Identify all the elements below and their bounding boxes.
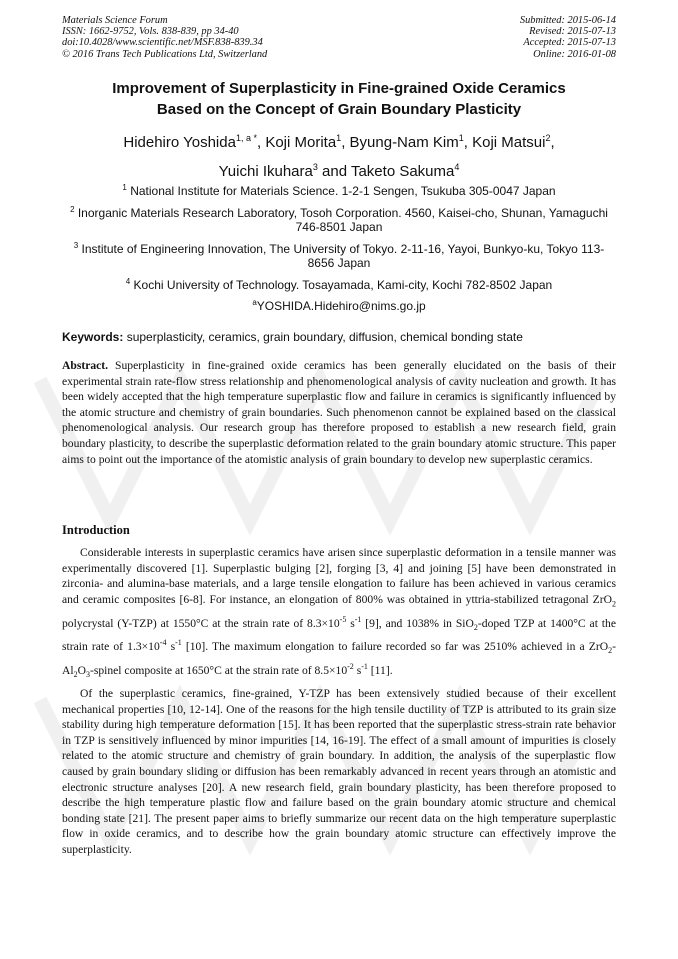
author-affil-mark: 1: [336, 133, 342, 143]
author-name: Yuichi Ikuhara: [218, 163, 313, 180]
title-line-1: Improvement of Superplasticity in Fine-grained Oxide Ceramics: [112, 80, 566, 97]
text-run: -doped TZP at 1400°C at the strain rate of 1.3×10: [62, 616, 616, 654]
subscript: 3: [85, 670, 90, 680]
text-run: -Al: [62, 640, 616, 678]
abstract-section: [62, 358, 616, 467]
abstract-text: Superplasticity in fine-grained oxide ceramics has been generally elucidated on the basis of their experimental strain rate-flow stress relationship and phenomenological analysis of cavity nucleation and growth. It has been widely accepted that the high temperature superplastic flow and failure in ceramics is significantly influenced by the atomic structure and chemistry of grain boundaries. Such phenomenon cannot be explained based on the classical phenomenological analysis. Our research group has therefore proposed to establish a new research field, grain boundary plasticity, to describe the superplastic deformation related to the grain boundary atomic structure. This paper aims to point out the importance of the atomistic analysis of grain boundary to develop new superplastic ceramics.: [62, 359, 616, 466]
authors-line-1: [62, 126, 616, 155]
text-run: s: [166, 640, 176, 654]
subscript: 2: [73, 670, 78, 680]
author-conjunction: and: [317, 163, 351, 180]
paper-title: [62, 78, 616, 120]
section-heading-introduction: Introduction: [62, 523, 130, 537]
journal-name: Materials Science Forum: [62, 15, 168, 26]
corresponding-email: [62, 296, 616, 314]
keywords-label: Keywords:: [62, 330, 124, 344]
accepted-date: Accepted: 2015-07-13: [523, 37, 616, 49]
author-name: Taketo Sakuma: [350, 163, 455, 180]
subscript: 2: [608, 646, 613, 656]
author-separator: ,: [341, 134, 346, 151]
affiliation-list: [62, 181, 616, 318]
intro-paragraph-2: Of the superplastic ceramics, fine-grained, Y-TZP has been extensively studied because of their excellent mechanical properties [10, 12-14]. One of the reasons for the high tensile ductility of TZP is attributed to its grain size stability during high temperature deformation [15]. It has been reported that the superplastic stress-strain rate behavior in TZP is sensitively influenced by minor impurities [14, 16-19]. The effect of a small amount of impurities is closely related to the atomic structure and chemistry of grain boundary. In addition, the analysis of the superplastic flow caused by grain boundary sliding or diffusion has been remarkably advanced in recent years through an atomistic and electronic structure analyses [20]. A new research field, grain boundary plasticity, has been therefore proposed to describe the high temperature plastic flow and failure based on the grain boundary atomic structure and chemical bonding state [21]. The present paper aims to briefly summarize our recent data on the high temperature superplastic flow in oxide ceramics, and to describe how the grain boundary atomic structure can effectively improve the superplasticity.: [62, 687, 616, 856]
authors-line-2: [62, 155, 616, 184]
affiliation-text: Institute of Engineering Innovation, The University of Tokyo. 2-11-16, Yayoi, Bunkyo-ku, Tokyo 113-8656 Japan: [78, 241, 605, 270]
affiliation-text: Inorganic Materials Research Laboratory, Tosoh Corporation. 4560, Kaisei-cho, Shunan, Yamaguchi 746-8501 Japan: [74, 205, 608, 234]
online-date: Online: 2016-01-08: [533, 48, 616, 60]
text-run: polycrystal (Y-TZP) at 1550°C at the strain rate of 8.3×10: [62, 616, 340, 630]
abstract-label: Abstract.: [62, 359, 109, 372]
affiliation-item: [62, 203, 616, 235]
author-list: [62, 126, 616, 184]
superscript: -1: [361, 662, 368, 672]
text-run: -spinel composite at 1650°C at the strain rate of 8.5×10: [89, 664, 348, 678]
text-run: [10]. The maximum elongation to failure recorded so far was 2510% achieved in a ZrO: [181, 640, 609, 654]
author-name: Koji Matsui: [472, 134, 546, 151]
doi-line: doi:10.4028/www.scientific.net/MSF.838-839.34: [62, 37, 263, 49]
superscript: -1: [354, 614, 362, 624]
issn-line: ISSN: 1662-9752, Vols. 838-839, pp 34-40: [62, 26, 239, 38]
header-right: [520, 15, 616, 60]
affiliation-text: Kochi University of Technology. Tosayamada, Kami-city, Kochi 782-8502 Japan: [130, 277, 553, 292]
email-address: YOSHIDA.Hidehiro@nims.go.jp: [256, 299, 426, 313]
intro-paragraph-1: [62, 545, 616, 683]
affiliation-item: [62, 275, 616, 293]
affiliation-item: [62, 181, 616, 199]
author-affil-mark: 1: [458, 133, 464, 143]
affiliation-mark: 4: [125, 276, 131, 286]
superscript: -1: [175, 638, 182, 648]
author-name: Hidehiro Yoshida: [123, 134, 236, 151]
superscript: -4: [159, 638, 167, 648]
affiliation-mark: 3: [73, 240, 79, 250]
author-name: Byung-Nam Kim: [349, 134, 459, 151]
header-left: [62, 15, 267, 60]
author-affil-mark: 2: [545, 133, 551, 143]
title-line-2: Based on the Concept of Grain Boundary Plasticity: [156, 101, 522, 118]
submitted-date: Submitted: 2015-06-14: [519, 15, 616, 26]
affiliation-mark: 1: [122, 183, 127, 192]
keywords-section: [62, 330, 616, 345]
text-run: Considerable interests in superplastic ceramics have arisen since superplastic deformation in a tensile manner was experimentally discovered [1]. Superplastic bulging [2], forging [3, 4] and joining [5] have been demonstrated in zirconia- and alumina-base materials, and a large tensile elongation to failure has been achieved in various ceramics and ceramic composites [6-8]. For instance, an elongation of 800% was obtained in yttria-stabilized tetragonal ZrO: [62, 546, 616, 606]
superscript: -2: [347, 662, 354, 672]
author-affil-mark: 3: [312, 162, 318, 172]
author-separator: ,: [550, 134, 555, 151]
author-affil-mark: 4: [454, 162, 460, 172]
author-name: Koji Morita: [265, 134, 337, 151]
affiliation-mark: 2: [70, 204, 75, 214]
text-run: s: [346, 616, 355, 630]
author-separator: ,: [463, 134, 468, 151]
superscript: -5: [339, 614, 347, 624]
copyright-line: © 2016 Trans Tech Publications Ltd, Switzerland: [62, 48, 268, 60]
subscript: 2: [612, 599, 616, 609]
affiliation-mark: a: [252, 298, 257, 307]
keywords-text: superplasticity, ceramics, grain boundary, diffusion, chemical bonding state: [123, 330, 523, 344]
revised-date: Revised: 2015-07-13: [529, 26, 616, 38]
text-run: [11].: [367, 664, 393, 678]
author-separator: ,: [256, 134, 262, 151]
text-run: O: [77, 664, 86, 678]
author-affil-mark: 1, a *: [235, 133, 257, 143]
text-run: s: [353, 664, 362, 678]
subscript: 2: [473, 622, 478, 632]
text-run: [9], and 1038% in SiO: [361, 616, 474, 630]
affiliation-item: [62, 239, 616, 271]
affiliation-text: National Institute for Materials Science. 1-2-1 Sengen, Tsukuba 305-0047 Japan: [126, 184, 556, 198]
